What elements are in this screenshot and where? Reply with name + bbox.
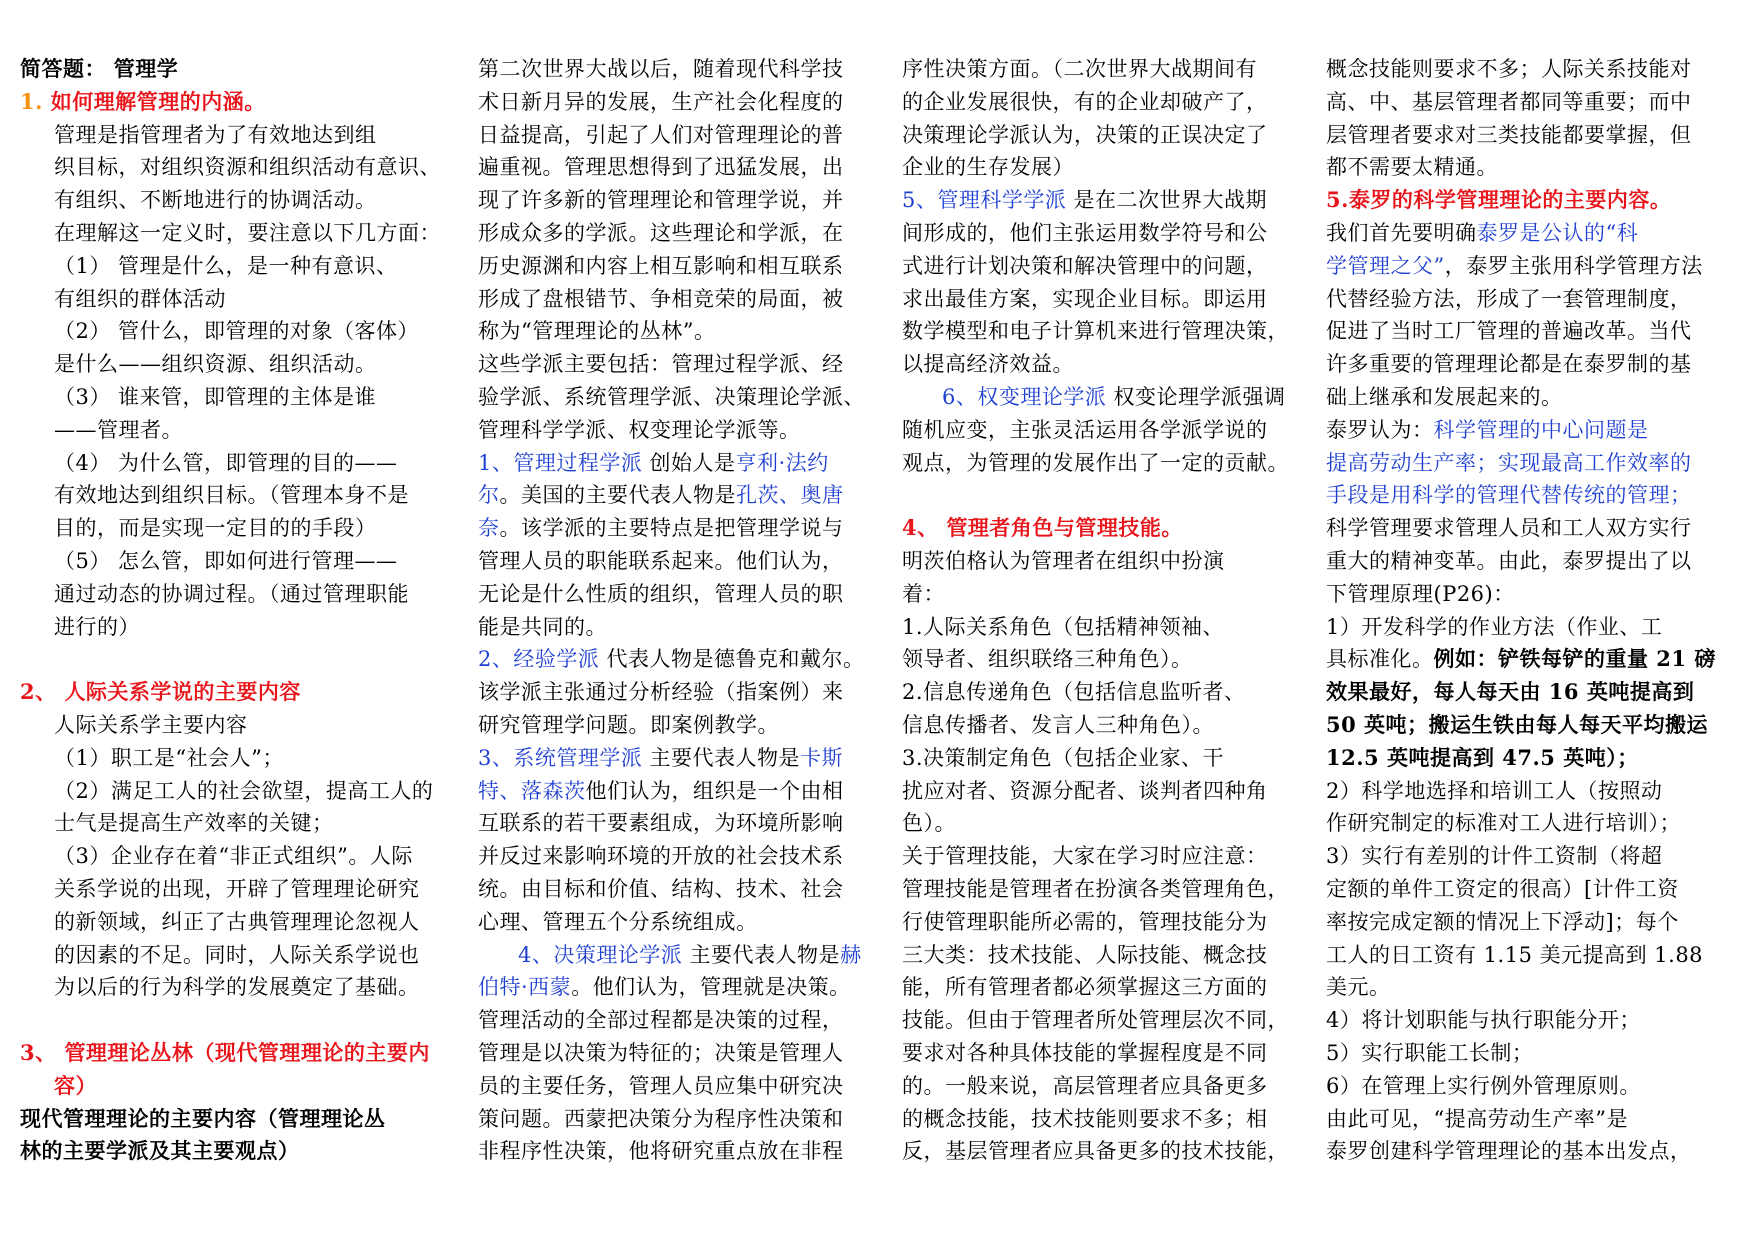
example-text: 例如：铲铁每铲的重量 21 磅 — [1433, 646, 1716, 672]
body-text: 的因素的不足。同时，人际关系学说也 — [54, 942, 420, 967]
body-text: 促进了当时工厂管理的普遍改革。当代 — [1326, 319, 1692, 344]
col1-line — [20, 709, 410, 742]
col4-line — [1326, 1103, 1724, 1136]
body-text: 美元。 — [1326, 975, 1391, 1000]
col4-line — [1326, 119, 1724, 152]
body-text: 概念技能则要求不多；人际关系技能对 — [1326, 57, 1692, 81]
col3-line — [902, 1004, 1289, 1037]
body-text: 关于管理技能，大家在学习时应注意： — [902, 844, 1268, 869]
highlight-text: 手段是用科学的管理代替传统的管理； — [1326, 483, 1692, 508]
highlight-text: 3、系统管理学派 — [478, 745, 643, 770]
body-text: （2）满足工人的社会欲望，提高工人的 — [54, 778, 434, 803]
body-text: 员的主要任务，管理人员应集中研究决 — [478, 1073, 844, 1098]
col4-line — [1326, 381, 1724, 414]
col3-line — [902, 545, 1286, 578]
col3-line — [902, 643, 1286, 676]
col1-line — [20, 840, 413, 873]
col4-line — [1326, 348, 1724, 381]
body-text: 策问题。西蒙把决策分为程序性决策和 — [478, 1106, 844, 1131]
body-text: 率按完成定额的情况上下浮动]；每个 — [1326, 909, 1679, 934]
body-text: 统。由目标和价值、结构、技术、社会 — [478, 876, 844, 901]
col3-line — [902, 315, 1289, 348]
col1-line — [20, 742, 410, 775]
highlight-text: 6、权变理论学派 — [942, 384, 1107, 409]
col1-line — [20, 1135, 410, 1168]
body-text: 3.决策制定角色（包括企业家、干 — [902, 745, 1225, 770]
body-text: 定额的单件工资定的很高）[计件工资 — [1326, 876, 1679, 901]
body-text: 随机应变，主张灵活运用各学派学说的 — [902, 417, 1268, 442]
body-text: 1）开发科学的作业方法（作业、工 — [1326, 614, 1663, 639]
body-text: 。该学派的主要特点是把管理学说与 — [499, 516, 844, 541]
col3-line — [902, 53, 1286, 86]
col2-line — [478, 709, 862, 742]
body-text: 效果最好，每人每天由 16 英吨提高到 — [1326, 679, 1695, 705]
body-text: 1.人际关系角色（包括精神领袖、 — [902, 614, 1225, 639]
highlight-text: 赫 — [840, 942, 862, 967]
section-heading: 管理理论丛林（现代管理理论的主要内 — [64, 1039, 430, 1065]
body-text: 非程序性决策，他将研究重点放在非程 — [478, 1139, 844, 1164]
body-text: 作研究制定的标准对工人进行培训）； — [1326, 811, 1681, 836]
highlight-text: 卡斯 — [800, 745, 844, 770]
body-text: 权变论理学派强调 — [1106, 384, 1286, 409]
col3-line — [902, 512, 1286, 545]
col3-line — [902, 414, 1286, 447]
col2-line — [478, 414, 862, 447]
col2-line — [478, 611, 862, 644]
body-text: 序性决策方面。（二次世界大战期间有 — [902, 57, 1257, 81]
col2-line — [478, 643, 865, 676]
col1-line — [20, 315, 420, 348]
col3-line — [902, 381, 1286, 414]
body-text: 林的主要学派及其主要观点） — [20, 1138, 300, 1164]
col4-line — [1326, 184, 1724, 217]
col1-line — [20, 348, 410, 381]
col3-line — [902, 184, 1286, 217]
col1-line — [20, 807, 410, 840]
col4-line — [1326, 151, 1724, 184]
item-number: 4、 — [902, 515, 947, 541]
body-text: 三大类：技术技能、人际技能、概念技 — [902, 942, 1268, 967]
col3-line — [902, 86, 1286, 119]
body-text: 色）。 — [902, 811, 956, 836]
body-text: 管理科学学派、权变理论学派等。 — [478, 417, 801, 442]
body-text: 泰罗创建科学管理理论的基本出发点， — [1326, 1139, 1692, 1164]
body-text: 并反过来影响环境的开放的社会技术系 — [478, 844, 844, 869]
col1-line — [20, 545, 410, 578]
body-text: 领导者、组织联络三种角色）。 — [902, 647, 1193, 672]
body-text: 创始人是 — [642, 450, 736, 475]
body-text: 现代管理理论的主要内容（管理理论丛 — [20, 1105, 386, 1131]
col1-line — [20, 775, 434, 808]
col2-line — [478, 1004, 862, 1037]
col4-line — [1326, 676, 1724, 709]
highlight-text: 学管理之父” — [1326, 253, 1445, 278]
body-text: 要求对各种具体技能的掌握程度是不同 — [902, 1040, 1268, 1065]
col1-line — [20, 1070, 410, 1103]
col4-line — [1326, 775, 1724, 808]
col1-line — [20, 611, 410, 644]
col2-line — [478, 1103, 862, 1136]
body-text: 信息传播者、发言人三种角色）。 — [902, 712, 1214, 737]
body-text: 验学派、系统管理学派、决策理论学派、 — [478, 384, 865, 409]
col3-line — [902, 1037, 1286, 1070]
item-number: 2、 — [20, 679, 65, 705]
body-text: ——管理者。 — [54, 417, 183, 442]
body-text: 无论是什么性质的组织，管理人员的职 — [478, 581, 844, 606]
col3-line — [902, 348, 1286, 381]
col2-line — [478, 873, 862, 906]
col1-line — [20, 283, 410, 316]
highlight-text: 奈 — [478, 516, 500, 541]
body-text: 遍重视。管理思想得到了迅猛发展，出 — [478, 155, 844, 180]
col2-line — [478, 86, 862, 119]
body-text: 2.信息传递角色（包括信息监听者、 — [902, 680, 1246, 705]
col3-line — [902, 676, 1286, 709]
col2-line — [478, 906, 862, 939]
col2-line — [478, 578, 862, 611]
doc-title: 简答题： 管理学 — [20, 56, 179, 81]
body-text: 技能。但由于管理者所处管理层次不同， — [902, 1008, 1289, 1033]
body-text: 历史源渊和内容上相互影响和相互联系 — [478, 253, 844, 278]
col3-line — [902, 775, 1286, 808]
body-text: 称为“管理理论的丛林”。 — [478, 319, 716, 344]
highlight-text: 孔茨、奥唐 — [736, 483, 844, 508]
body-text: 下管理原理(P26)： — [1326, 581, 1515, 606]
body-text: 能是共同的。 — [478, 614, 607, 639]
col2-line — [478, 381, 865, 414]
body-text: 第二次世界大战以后，随着现代科学技 — [478, 57, 844, 81]
section-heading: 容） — [54, 1072, 97, 1098]
col3-line — [902, 906, 1286, 939]
column-3 — [902, 53, 1289, 1168]
body-text: 他们认为，组织是一个由相 — [585, 778, 844, 803]
body-text: 这些学派主要包括：管理过程学派、经 — [478, 352, 844, 377]
body-text: 目的，而是实现一定目的的手段） — [54, 516, 377, 541]
col3-line — [902, 807, 1286, 840]
col1-line — [20, 86, 410, 119]
col2-line — [478, 479, 862, 512]
body-text: 的。一般来说，高层管理者应具备更多 — [902, 1073, 1268, 1098]
col4-line — [1326, 1070, 1724, 1103]
section-heading: 管理者角色与管理技能。 — [946, 515, 1183, 541]
col1-line — [20, 906, 420, 939]
col3-line — [902, 709, 1286, 742]
body-text: 形成了盘根错节、争相竞荣的局面，被 — [478, 286, 844, 311]
col1-line — [20, 479, 410, 512]
col4-line — [1326, 283, 1724, 316]
col3-line — [902, 873, 1289, 906]
col4-line — [1326, 1037, 1724, 1070]
col2-line — [478, 807, 862, 840]
col2-line — [478, 348, 862, 381]
col2-line — [478, 676, 862, 709]
body-text: 术日新月异的发展，生产社会化程度的 — [478, 89, 844, 114]
body-text: 的企业发展很快，有的企业却破产了， — [902, 89, 1268, 114]
col1-line — [20, 1037, 430, 1070]
col4-line — [1326, 512, 1724, 545]
column-4 — [1326, 53, 1724, 1168]
col4-line — [1326, 709, 1724, 742]
section-heading: 人际关系学说的主要内容 — [64, 679, 301, 705]
col3-line — [902, 971, 1286, 1004]
col4-line — [1326, 611, 1724, 644]
body-text: 2）科学地选择和培训工人（按照动 — [1326, 778, 1663, 803]
body-text: 式进行计划决策和解决管理中的问题， — [902, 253, 1268, 278]
body-text: 50 英吨；搬运生铁由每人每天平均搬运 — [1326, 711, 1709, 737]
body-text: 士气是提高生产效率的关键； — [54, 811, 334, 836]
col2-line — [478, 1037, 862, 1070]
col4-line — [1326, 315, 1724, 348]
col3-line — [902, 939, 1286, 972]
col2-line — [478, 545, 862, 578]
col2-line — [478, 53, 862, 86]
col2-line — [478, 742, 862, 775]
col3-line — [902, 1070, 1286, 1103]
col4-line — [1326, 86, 1724, 119]
col2-line — [478, 775, 862, 808]
body-text: 现了许多新的管理理论和管理学说，并 — [478, 188, 844, 213]
body-text: 能，所有管理者都必须掌握这三方面的 — [902, 975, 1268, 1000]
body-text: 主要代表人物是 — [642, 745, 801, 770]
body-text: 有组织、不断地进行的协调活动。 — [54, 188, 377, 213]
col1-line — [20, 381, 410, 414]
body-text: 通过动态的协调过程。（通过管理职能 — [54, 581, 409, 606]
col2-line — [478, 512, 862, 545]
col4-line — [1326, 840, 1724, 873]
body-text: 科学管理要求管理人员和工人双方实行 — [1326, 516, 1692, 541]
col2-line — [478, 1135, 862, 1168]
body-text: 进行的） — [54, 614, 140, 639]
body-text: 关系学说的出现，开辟了管理理论研究 — [54, 876, 420, 901]
body-text: 我们首先要明确 — [1326, 220, 1477, 245]
col1-line — [20, 217, 441, 250]
body-text: 互联系的若干要素组成，为环境所影响 — [478, 811, 844, 836]
body-text: （2） 管什么，即管理的对象（客体） — [54, 319, 420, 344]
section-heading: 如何理解管理的内涵。 — [50, 88, 266, 114]
body-text: 观点，为管理的发展作出了一定的贡献。 — [902, 450, 1289, 475]
col4-line — [1326, 545, 1724, 578]
col3-line — [902, 119, 1286, 152]
body-text: （1）职工是“社会人”； — [54, 745, 284, 770]
body-text: ，泰罗主张用科学管理方法 — [1444, 253, 1703, 278]
col3-line — [902, 479, 1286, 512]
body-text: （4） 为什么管，即管理的目的—— — [54, 450, 398, 475]
body-text: 是什么——组织资源、组织活动。 — [54, 352, 377, 377]
body-text: 的新领域，纠正了古典管理理论忽视人 — [54, 909, 420, 934]
body-text: 行使管理职能所必需的，管理技能分为 — [902, 909, 1268, 934]
col3-line — [902, 578, 1286, 611]
col3-line — [902, 217, 1286, 250]
col2-line — [478, 250, 862, 283]
item-number: 1. — [20, 88, 51, 114]
body-text: （3）企业存在着“非正式组织”。人际 — [54, 844, 413, 869]
col2-line — [478, 971, 862, 1004]
body-text: （3） 谁来管，即管理的主体是谁 — [54, 384, 377, 409]
col1-line — [20, 250, 410, 283]
col1-line — [20, 151, 441, 184]
col1-line — [20, 1103, 410, 1136]
highlight-text: 4、决策理论学派 — [518, 942, 683, 967]
col4-line — [1326, 971, 1724, 1004]
column-2 — [478, 53, 865, 1168]
col4-line — [1326, 873, 1724, 906]
body-text: 层管理者要求对三类技能都要掌握，但 — [1326, 122, 1692, 147]
col3-line — [902, 1103, 1286, 1136]
highlight-text: 2、经验学派 — [478, 647, 600, 672]
col4-line — [1326, 53, 1724, 86]
body-text: 由此可见，“提高劳动生产率”是 — [1326, 1106, 1628, 1131]
col1-line — [20, 119, 410, 152]
col4-line — [1326, 807, 1724, 840]
highlight-text: 伯特·西蒙 — [478, 975, 572, 1000]
body-text: 4）将计划职能与执行职能分开； — [1326, 1008, 1641, 1033]
body-text: 在理解这一定义时，要注意以下几方面： — [54, 220, 441, 245]
body-text: 6）在管理上实行例外管理原则。 — [1326, 1073, 1641, 1098]
col4-line — [1326, 939, 1724, 972]
body-text: 该学派主张通过分析经验（指案例）来 — [478, 680, 844, 705]
body-text: 泰罗认为： — [1326, 417, 1434, 442]
col2-line — [478, 939, 862, 972]
col2-line — [478, 447, 862, 480]
body-text: 代替经验方法，形成了一套管理制度， — [1326, 286, 1692, 311]
body-text: 管理是指管理者为了有效地达到组 — [54, 122, 377, 147]
col1-line — [20, 676, 410, 709]
col2-line — [478, 119, 862, 152]
body-text: 企业的生存发展） — [902, 155, 1074, 180]
body-text: 。他们认为，管理就是决策。 — [571, 975, 851, 1000]
item-number: 3、 — [20, 1039, 65, 1065]
highlight-text: 尔 — [478, 483, 500, 508]
body-text: 具标准化。 — [1326, 647, 1434, 672]
col4-line — [1326, 906, 1724, 939]
body-text: 。美国的主要代表人物是 — [499, 483, 736, 508]
col4-line — [1326, 217, 1724, 250]
col4-line — [1326, 414, 1724, 447]
body-text: （1） 管理是什么，是一种有意识、 — [54, 253, 398, 278]
col3-line — [902, 840, 1286, 873]
col2-line — [478, 315, 862, 348]
col4-line — [1326, 578, 1724, 611]
col1-line — [20, 873, 420, 906]
body-text: 人际关系学主要内容 — [54, 712, 248, 737]
body-text: 都不需要太精通。 — [1326, 155, 1498, 180]
highlight-text: 提高劳动生产率；实现最高工作效率的 — [1326, 450, 1692, 475]
body-text: 5）实行职能工长制； — [1326, 1040, 1534, 1065]
body-text: 扰应对者、资源分配者、谈判者四种角 — [902, 778, 1268, 803]
col2-line — [478, 840, 862, 873]
body-text: 代表人物是德鲁克和戴尔。 — [599, 647, 865, 672]
col1-line — [20, 578, 410, 611]
body-text: 许多重要的管理理论都是在泰罗制的基 — [1326, 352, 1692, 377]
body-text: 是在二次世界大战期 — [1066, 188, 1268, 213]
col1-line — [20, 1004, 410, 1037]
body-text: 形成众多的学派。这些理论和学派，在 — [478, 220, 844, 245]
body-text: （5） 怎么管，即如何进行管理—— — [54, 548, 398, 573]
highlight-text: 科学管理的中心问题是 — [1433, 417, 1649, 442]
body-text: 工人的日工资有 1.15 美元提高到 1.88 — [1326, 942, 1704, 967]
highlight-text: 亨利·法约 — [735, 450, 829, 475]
col4-line — [1326, 447, 1724, 480]
highlight-text: 5、管理科学学派 — [902, 188, 1067, 213]
body-text: 着： — [902, 581, 945, 606]
body-text: 有组织的群体活动 — [54, 286, 226, 311]
highlight-text: 特、落森茨 — [478, 778, 586, 803]
body-text: 间形成的，他们主张运用数学符号和公 — [902, 220, 1268, 245]
body-text: 日益提高，引起了人们对管理理论的普 — [478, 122, 844, 147]
col1-line — [20, 939, 420, 972]
highlight-text: 泰罗是公认的“科 — [1476, 220, 1639, 245]
col4-line — [1326, 643, 1724, 676]
col4-line — [1326, 479, 1724, 512]
col1-line — [20, 184, 410, 217]
body-text: 研究管理学问题。即案例教学。 — [478, 712, 779, 737]
body-text: 主要代表人物是 — [682, 942, 841, 967]
body-text: 织目标，对组织资源和组织活动有意识、 — [54, 155, 441, 180]
col3-line — [902, 1135, 1289, 1168]
body-text: 求出最佳方案，实现企业目标。即运用 — [902, 286, 1268, 311]
col4-line — [1326, 1004, 1724, 1037]
col2-line — [478, 217, 862, 250]
body-text: 12.5 英吨提高到 47.5 英吨）； — [1326, 744, 1639, 770]
col1-line — [20, 971, 420, 1004]
section-heading: 5.泰罗的科学管理理论的主要内容。 — [1326, 187, 1672, 213]
col3-line — [902, 447, 1289, 480]
column-1 — [20, 53, 441, 1168]
highlight-text: 1、管理过程学派 — [478, 450, 643, 475]
body-text: 3）实行有差别的计件工资制（将超 — [1326, 844, 1663, 869]
body-text: 础上继承和发展起来的。 — [1326, 384, 1563, 409]
col1-line — [20, 53, 410, 86]
col2-line — [478, 1070, 862, 1103]
col2-line — [478, 184, 862, 217]
col2-line — [478, 283, 862, 316]
body-text: 有效地达到组织目标。（管理本身不是 — [54, 483, 409, 508]
col4-line — [1326, 1135, 1724, 1168]
body-text: 以提高经济效益。 — [902, 352, 1074, 377]
col3-line — [902, 742, 1286, 775]
col1-line — [20, 643, 410, 676]
col3-line — [902, 250, 1286, 283]
col3-line — [902, 283, 1286, 316]
body-text: 反，基层管理者应具备更多的技术技能， — [902, 1139, 1289, 1164]
body-text: 为以后的行为科学的发展奠定了基础。 — [54, 975, 420, 1000]
col1-line — [20, 512, 410, 545]
col1-line — [20, 414, 410, 447]
col2-line — [478, 151, 862, 184]
body-text: 重大的精神变革。由此，泰罗提出了以 — [1326, 548, 1692, 573]
col4-line — [1326, 742, 1724, 775]
body-text: 心理、管理五个分系统组成。 — [478, 909, 758, 934]
col3-line — [902, 611, 1286, 644]
col4-line — [1326, 250, 1724, 283]
body-text: 决策理论学派认为，决策的正误决定了 — [902, 122, 1268, 147]
body-text: 管理人员的职能联系起来。他们认为， — [478, 548, 844, 573]
body-text: 管理活动的全部过程都是决策的过程， — [478, 1008, 844, 1033]
col1-line — [20, 447, 410, 480]
body-text: 高、中、基层管理者都同等重要；而中 — [1326, 89, 1692, 114]
body-text: 管理技能是管理者在扮演各类管理角色， — [902, 876, 1289, 901]
col3-line — [902, 151, 1286, 184]
body-text: 明茨伯格认为管理者在组织中扮演 — [902, 548, 1225, 573]
body-text: 的概念技能，技术技能则要求不多；相 — [902, 1106, 1268, 1131]
body-text: 管理是以决策为特征的；决策是管理人 — [478, 1040, 844, 1065]
body-text: 数学模型和电子计算机来进行管理决策， — [902, 319, 1289, 344]
